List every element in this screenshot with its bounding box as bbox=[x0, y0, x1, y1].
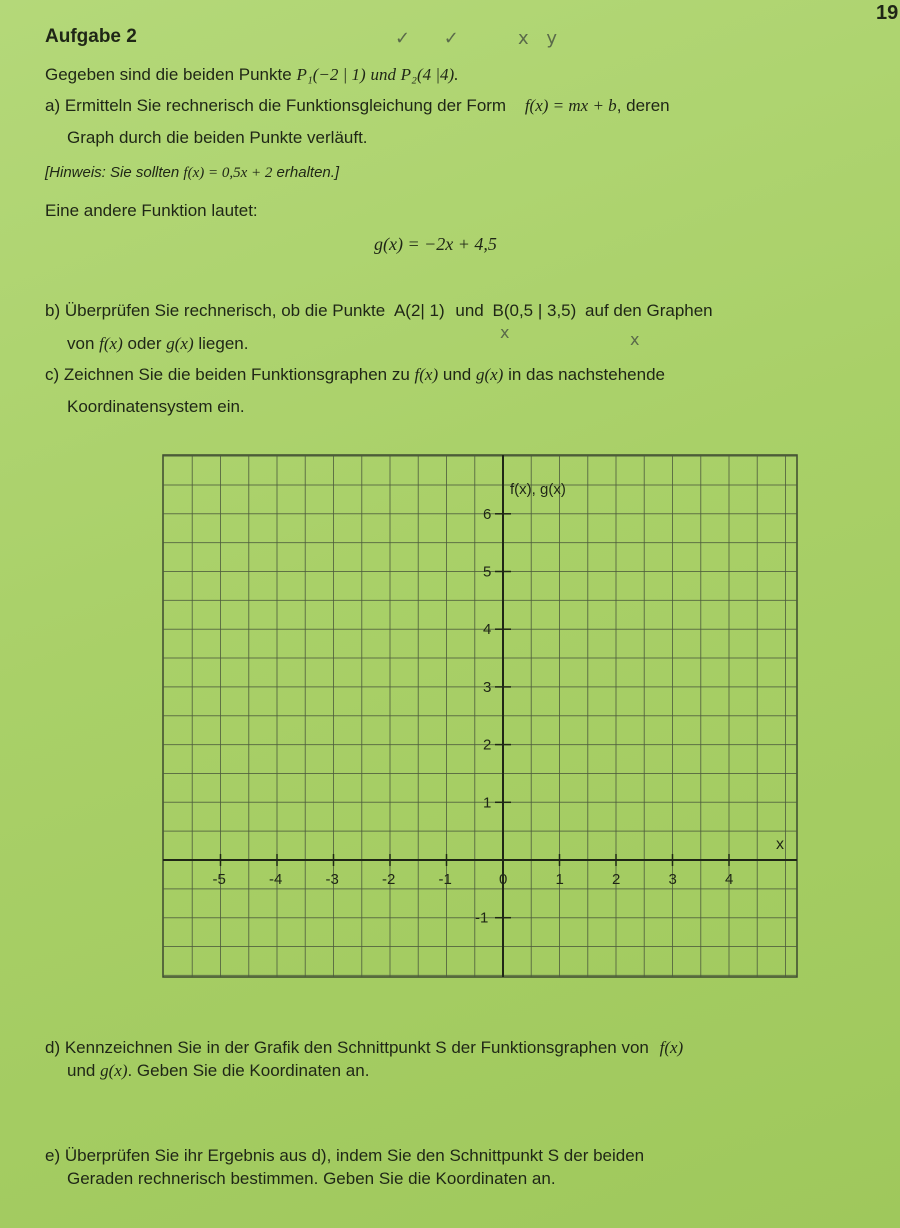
part-b-liegen: liegen. bbox=[198, 334, 249, 353]
part-c-line2: Koordinatensystem ein. bbox=[67, 397, 245, 416]
part-e-line1: e) Überprüfen Sie ihr Ergebnis aus d), indem Sie den Schnittpunkt S der beiden bbox=[45, 1146, 645, 1165]
point-p2: P₂(4 |4). bbox=[400, 65, 459, 84]
part-b-oder: oder bbox=[127, 334, 162, 353]
part-d-f: f(x) bbox=[659, 1038, 684, 1057]
part-b-end: auf den Graphen bbox=[585, 301, 713, 320]
x-tick-label: 3 bbox=[668, 871, 677, 888]
y-axis-label: f(x), g(x) bbox=[510, 481, 566, 498]
part-d-g: g(x) bbox=[100, 1061, 128, 1080]
point-b: B(0,5 | 3,5) bbox=[492, 301, 577, 320]
part-d-line1 bbox=[45, 1037, 683, 1059]
handwritten-xy: x y bbox=[518, 28, 564, 49]
part-d-und: und bbox=[67, 1061, 96, 1080]
y-tick-label: 1 bbox=[483, 794, 492, 812]
other-function-text: Eine andere Funktion lautet: bbox=[45, 201, 258, 220]
part-a-end: , deren bbox=[616, 96, 670, 115]
y-tick-label: 2 bbox=[483, 736, 492, 754]
part-d-line2 bbox=[67, 1060, 369, 1082]
x-axis-label: x bbox=[776, 836, 784, 853]
page-number: 19 bbox=[876, 2, 899, 24]
y-tick-label: -1 bbox=[475, 909, 489, 927]
part-c-und: und bbox=[442, 365, 472, 384]
hint-formula: f(x) = 0,5x + 2 bbox=[183, 165, 273, 181]
hint-end: erhalten.] bbox=[276, 164, 340, 181]
handwritten-mark-a: x bbox=[500, 323, 510, 342]
y-tick-label: 4 bbox=[483, 621, 492, 639]
y-tick-label: 3 bbox=[483, 678, 492, 696]
part-c-text: c) Zeichnen Sie die beiden Funktionsgraphen zu bbox=[45, 365, 410, 384]
y-tick-label: 6 bbox=[483, 505, 492, 523]
x-tick-label: -3 bbox=[325, 871, 339, 888]
x-tick-label: 2 bbox=[612, 871, 621, 888]
part-b-f: f(x) bbox=[99, 334, 123, 353]
x-tick-label: 1 bbox=[555, 871, 564, 888]
part-c-end: in das nachstehende bbox=[508, 365, 665, 384]
part-c-g: g(x) bbox=[475, 365, 504, 384]
part-e-line2: Geraden rechnerisch bestimmen. Geben Sie die Koordinaten an. bbox=[67, 1169, 556, 1188]
part-a-line2: Graph durch die beiden Punkte verläuft. bbox=[67, 128, 368, 147]
intro-und: und bbox=[370, 65, 396, 84]
handwritten-mark-b: x bbox=[630, 330, 640, 349]
g-formula: g(x) = −2x + 4,5 bbox=[374, 234, 497, 254]
handwritten-checkmarks: ✓ ✓ bbox=[395, 28, 473, 49]
part-b-von: von bbox=[67, 334, 95, 353]
point-p1: P₁(−2 | 1) bbox=[296, 65, 366, 84]
y-tick-label: 5 bbox=[483, 563, 492, 581]
hint-start: [Hinweis: Sie sollten bbox=[45, 164, 180, 181]
part-d-text: d) Kennzeichnen Sie in der Grafik den Schnittpunkt S der Funktionsgraphen von bbox=[45, 1038, 649, 1057]
part-b-g: g(x) bbox=[166, 334, 194, 353]
part-a-text: a) Ermitteln Sie rechnerisch die Funktionsgleichung der Form bbox=[45, 96, 507, 115]
grid-lines bbox=[163, 455, 797, 977]
x-tick-label: 0 bbox=[499, 871, 508, 888]
task-title: Aufgabe 2 bbox=[45, 26, 137, 47]
part-b-und: und bbox=[455, 301, 484, 320]
x-tick-label: 4 bbox=[725, 871, 734, 888]
x-tick-label: -1 bbox=[438, 871, 452, 888]
part-a-formula: f(x) = mx + b bbox=[524, 96, 617, 115]
intro-text: Gegeben sind die beiden Punkte bbox=[45, 65, 292, 84]
x-tick-label: -4 bbox=[269, 871, 283, 888]
point-a: A(2| 1) bbox=[393, 301, 445, 320]
x-tick-label: -5 bbox=[212, 871, 226, 888]
x-tick-label: -2 bbox=[382, 871, 396, 888]
part-c-f: f(x) bbox=[414, 365, 439, 384]
part-d-end: . Geben Sie die Koordinaten an. bbox=[127, 1061, 370, 1080]
part-b-text: b) Überprüfen Sie rechnerisch, ob die Punkte bbox=[45, 301, 386, 320]
